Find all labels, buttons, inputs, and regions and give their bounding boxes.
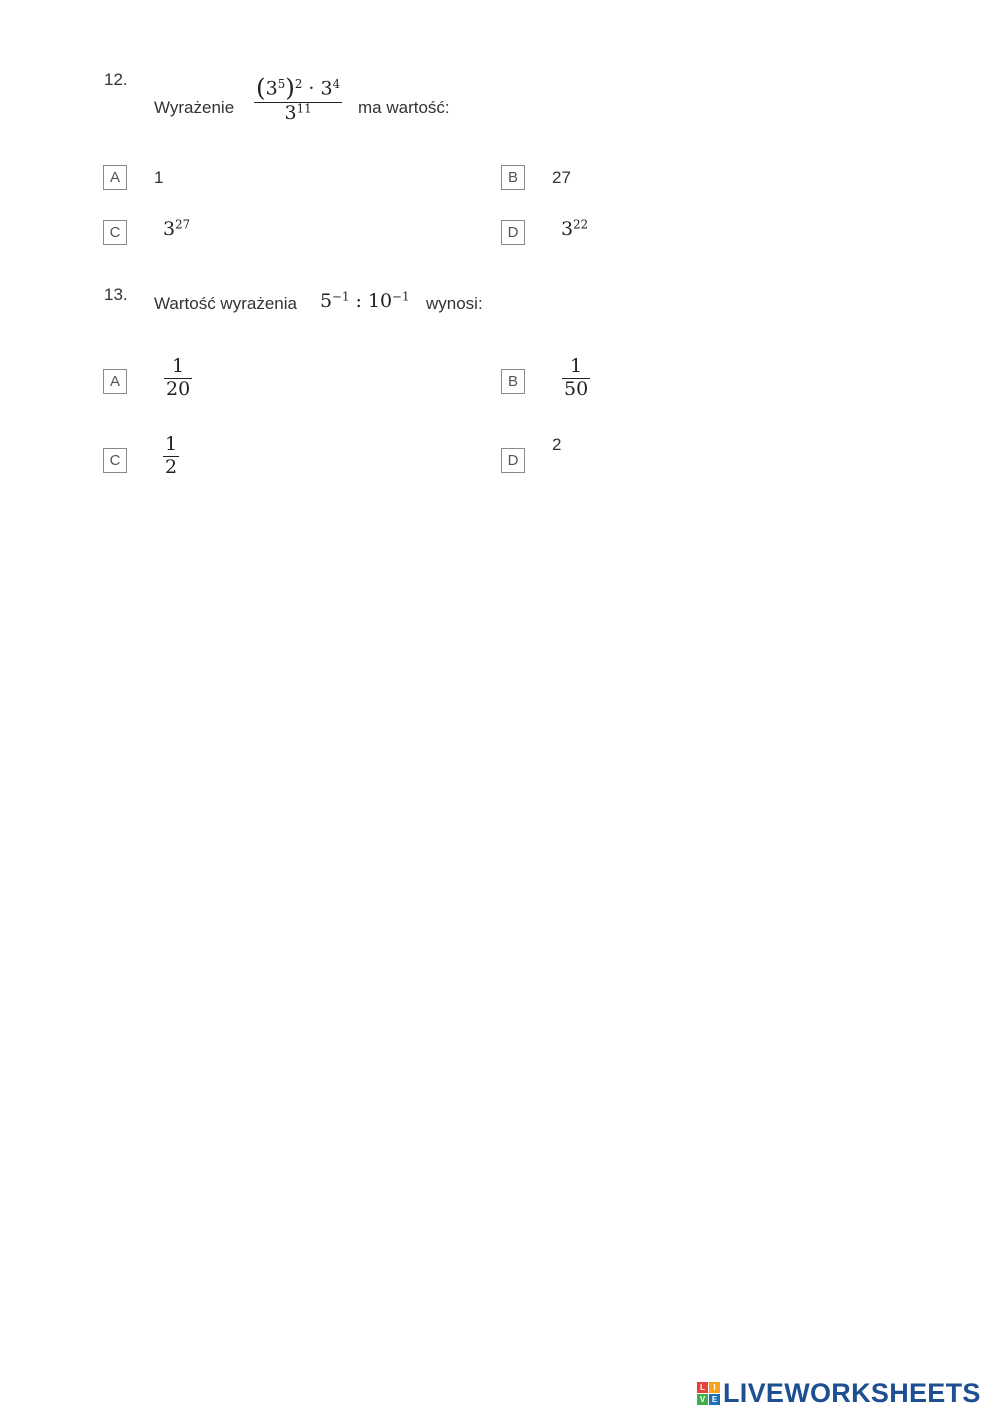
liveworksheets-logo: [697, 1378, 981, 1409]
fraction-numerator: $(3^5)^2 \cdot 3^4$: [256, 73, 341, 102]
option-13-b-value: [562, 356, 590, 401]
question-13-text-after: wynosi:: [426, 294, 483, 313]
liveworksheets-logo-icon: [697, 1382, 720, 1405]
option-13-a-value: [164, 356, 192, 401]
logo-icon-letter: V: [697, 1394, 708, 1405]
exponent-2: 4: [332, 77, 341, 92]
base-2: 3: [320, 77, 333, 100]
logo-icon-letter: I: [709, 1382, 720, 1393]
option-12-b-checkbox[interactable]: B: [501, 165, 525, 190]
fraction-denominator: 2: [165, 455, 178, 478]
option-12-c-value: [163, 218, 190, 240]
option-13-d-value: 2: [552, 435, 562, 454]
fraction-numerator: 1: [165, 433, 178, 455]
question-12-text-before: Wyrażenie: [154, 98, 235, 117]
question-12-number: 12.: [104, 70, 128, 89]
expr-a: 5: [320, 290, 333, 312]
option-12-a-value: 1: [154, 168, 164, 187]
option-13-b-checkbox[interactable]: B: [501, 369, 525, 394]
power-exponent: 22: [573, 217, 589, 232]
times-symbol: ·: [308, 77, 315, 100]
option-13-c-checkbox[interactable]: C: [103, 448, 127, 473]
answer-fraction: [562, 356, 590, 401]
fraction-denominator: 20: [166, 377, 191, 400]
option-12-d-checkbox[interactable]: D: [501, 220, 525, 245]
base: 3: [265, 77, 278, 100]
fraction-numerator: 1: [570, 355, 583, 377]
den-base: 3: [284, 102, 297, 125]
logo-icon-letter: L: [697, 1382, 708, 1393]
question-13-number: 13.: [104, 285, 128, 304]
expr-b: 10: [367, 290, 393, 312]
fraction-denominator: [283, 103, 314, 125]
power-base: 3: [163, 218, 176, 240]
option-13-c-value: [163, 434, 179, 479]
logo-text: LIVEWORKSHEETS: [723, 1378, 981, 1408]
outer-exponent: 2: [294, 77, 303, 92]
option-12-c-checkbox[interactable]: C: [103, 220, 127, 245]
question-12-text-after: ma wartość:: [358, 98, 450, 117]
question-13-expression: [320, 290, 410, 312]
power-exponent: 27: [175, 217, 191, 232]
answer-fraction: [163, 434, 179, 479]
logo-icon-letter: E: [709, 1394, 720, 1405]
power-base: 3: [561, 218, 574, 240]
fraction-numerator: 1: [172, 355, 185, 377]
question-13-text-before: Wartość wyrażenia: [154, 294, 297, 313]
option-12-a-checkbox[interactable]: A: [103, 165, 127, 190]
answer-fraction: [164, 356, 192, 401]
option-12-b-value: 27: [552, 168, 571, 187]
inner-exponent: 5: [277, 77, 286, 92]
option-13-a-checkbox[interactable]: A: [103, 369, 127, 394]
expression-fraction: [254, 74, 342, 125]
option-12-d-value: [561, 218, 588, 240]
expr-b-exponent: −1: [392, 289, 410, 304]
den-exponent: 11: [296, 101, 312, 116]
option-13-d-checkbox[interactable]: D: [501, 448, 525, 473]
fraction-denominator: 50: [564, 377, 589, 400]
question-12-expression: [254, 74, 342, 125]
expr-a-exponent: −1: [332, 289, 350, 304]
division-symbol: :: [355, 290, 362, 312]
